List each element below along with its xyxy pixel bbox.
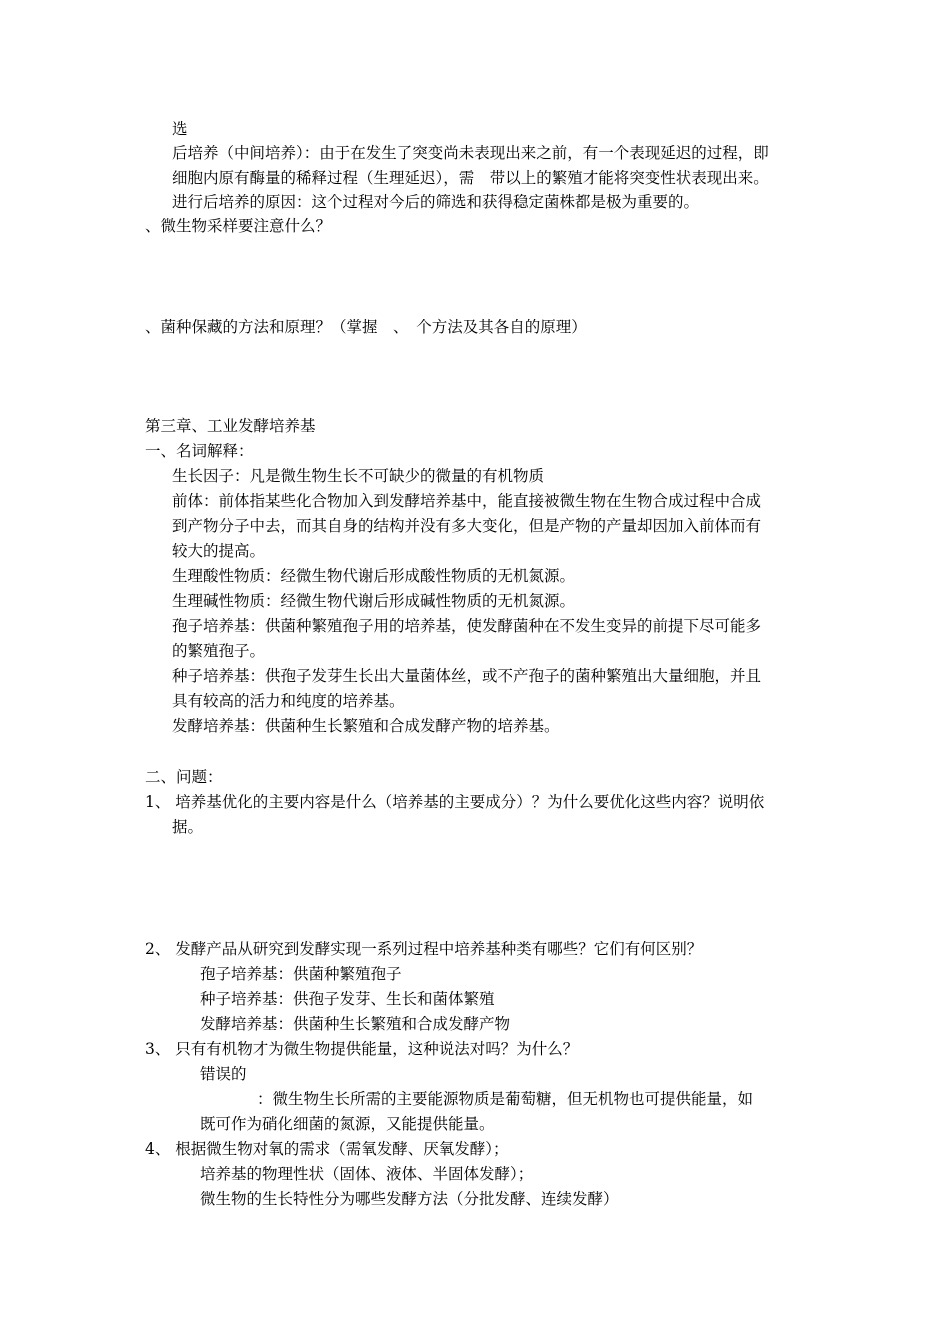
definition-line: 前体：前体指某些化合物加入到发酵培养基中，能直接被微生物在生物合成过程中合成 (172, 492, 762, 510)
question-heading: 、微生物采样要注意什么？ (145, 217, 332, 235)
definition-line: 的繁殖孢子。 (172, 642, 266, 660)
question-line: 1、 培养基优化的主要内容是什么（培养基的主要成分）？为什么要优化这些内容？说明依 (145, 793, 765, 811)
definition-line: 生理酸性物质：经微生物代谢后形成酸性物质的无机氮源。 (172, 567, 576, 585)
section-heading: 一、名词解释： (145, 442, 254, 460)
text-line: 进行后培养的原因：这个过程对今后的筛选和获得稳定菌株都是极为重要的。 (172, 193, 700, 211)
question-line: 4、 根据微生物对氧的需求（需氧发酵、厌氧发酵）； (145, 1140, 509, 1158)
definition-line: 较大的提高。 (172, 542, 266, 560)
text-line: 细胞内原有酶量的稀释过程（生理延迟），需 带以上的繁殖才能将突变性状表现出来。 (172, 169, 769, 187)
definition-line: 发酵培养基：供菌种生长繁殖和合成发酵产物的培养基。 (172, 717, 560, 735)
question-line: 2、 发酵产品从研究到发酵实现一系列过程中培养基种类有哪些？它们有何区别？ (145, 940, 703, 958)
question-line: 3、 只有有机物才为微生物提供能量，这种说法对吗？为什么？ (145, 1040, 579, 1058)
answer-line: 种子培养基：供孢子发芽、生长和菌体繁殖 (200, 990, 495, 1008)
definition-line: 具有较高的活力和纯度的培养基。 (172, 692, 405, 710)
answer-line: 既可作为硝化细菌的氮源，又能提供能量。 (200, 1115, 495, 1133)
text-line: 选 (172, 120, 188, 138)
answer-line: 发酵培养基：供菌种生长繁殖和合成发酵产物 (200, 1015, 511, 1033)
question-line: 据。 (172, 818, 204, 836)
definition-line: 生长因子：凡是微生物生长不可缺少的微量的有机物质 (172, 467, 545, 485)
question-heading: 、菌种保藏的方法和原理？（掌握 、 个方法及其各自的原理） (145, 318, 587, 336)
answer-line: 孢子培养基：供菌种繁殖孢子 (200, 965, 402, 983)
answer-line: ：微生物生长所需的主要能源物质是葡萄糖，但无机物也可提供能量，如 (257, 1090, 754, 1108)
text-line: 后培养（中间培养）：由于在发生了突变尚未表现出来之前，有一个表现延迟的过程，即 (172, 144, 769, 162)
chapter-title: 第三章、工业发酵培养基 (145, 417, 316, 435)
definition-line: 到产物分子中去，而其自身的结构并没有多大变化，但是产物的产量却因加入前体而有 (172, 517, 762, 535)
definition-line: 生理碱性物质：经微生物代谢后形成碱性物质的无机氮源。 (172, 592, 576, 610)
answer-line: 培养基的物理性状（固体、液体、半固体发酵）； (200, 1165, 534, 1183)
answer-line: 错误的 (200, 1065, 247, 1083)
answer-line: 微生物的生长特性分为哪些发酵方法（分批发酵、连续发酵） (200, 1190, 619, 1208)
section-heading: 二、问题： (145, 768, 223, 786)
definition-line: 种子培养基：供孢子发芽生长出大量菌体丝，或不产孢子的菌种繁殖出大量细胞，并且 (172, 667, 762, 685)
definition-line: 孢子培养基：供菌种繁殖孢子用的培养基，使发酵菌种在不发生变异的前提下尽可能多 (172, 617, 762, 635)
